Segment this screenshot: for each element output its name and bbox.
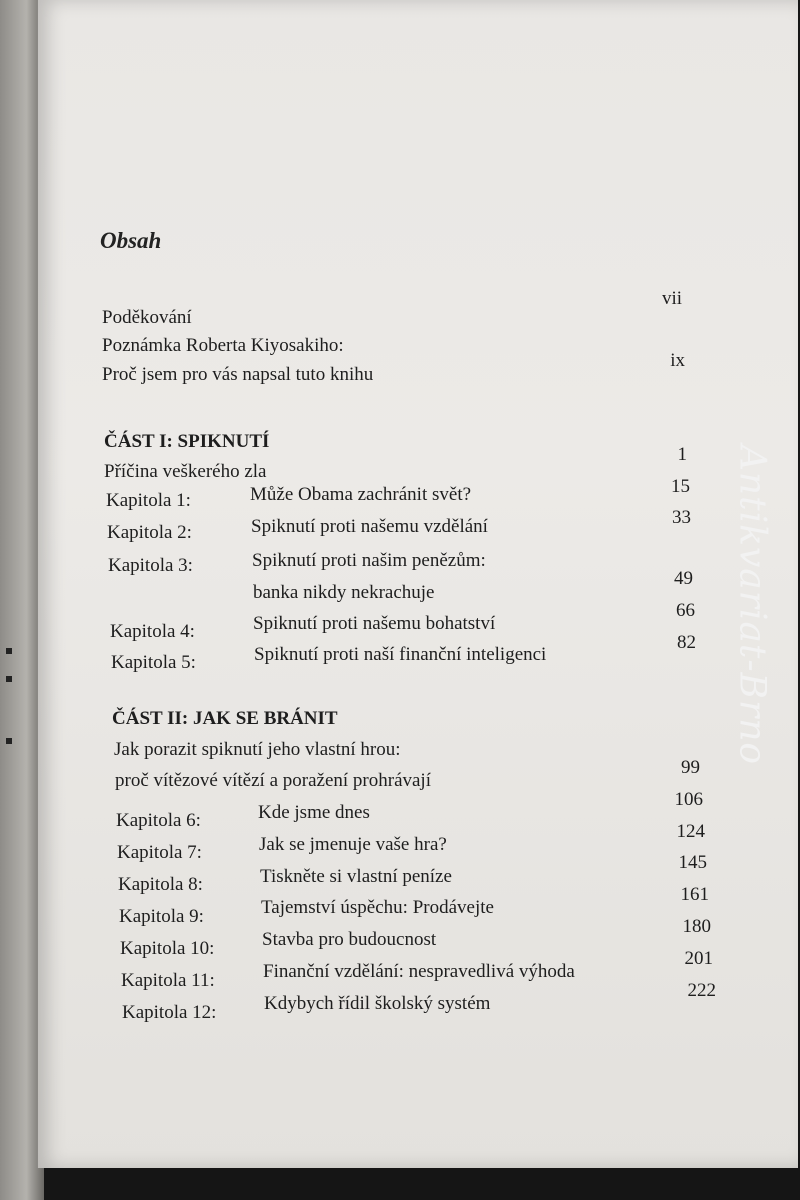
chapter-title: Spiknutí proti našemu bohatství bbox=[253, 613, 496, 634]
chapter-page: 82 bbox=[677, 632, 696, 653]
chapter-title: Kde jsme dnes bbox=[258, 802, 370, 823]
toc-entry-label: Jak porazit spiknutí jeho vlastní hrou: bbox=[114, 739, 401, 760]
chapter-number: Kapitola 10: bbox=[120, 938, 215, 959]
chapter-page: 66 bbox=[676, 600, 695, 621]
chapter-title: Spiknutí proti naší finanční inteligenci bbox=[254, 644, 547, 665]
toc-entry-label: Poděkování bbox=[102, 307, 192, 328]
chapter-page: 15 bbox=[671, 476, 690, 497]
toc-entry-page: 99 bbox=[681, 757, 700, 778]
chapter-page: 201 bbox=[684, 948, 713, 969]
chapter-title: Tajemství úspěchu: Prodávejte bbox=[261, 897, 494, 918]
toc-entry-label: Příčina veškerého zla bbox=[104, 461, 267, 482]
chapter-number: Kapitola 7: bbox=[117, 842, 202, 863]
chapter-title: Tiskněte si vlastní peníze bbox=[260, 866, 452, 887]
chapter-page: 49 bbox=[674, 568, 693, 589]
chapter-page: 106 bbox=[674, 789, 703, 810]
chapter-page: 161 bbox=[680, 884, 709, 905]
chapter-title: Spiknutí proti našemu vzdělání bbox=[251, 516, 488, 537]
chapter-number: Kapitola 1: bbox=[106, 490, 191, 511]
chapter-title: Jak se jmenuje vaše hra? bbox=[259, 834, 447, 855]
watermark bbox=[722, 444, 782, 766]
toc-entry-page: vii bbox=[661, 288, 682, 309]
chapter-title: Finanční vzdělání: nespravedlivá výhoda bbox=[263, 961, 575, 982]
chapter-page: 222 bbox=[687, 980, 716, 1001]
chapter-number: Kapitola 2: bbox=[107, 522, 192, 543]
binding-mark bbox=[6, 738, 12, 744]
chapter-number: Kapitola 5: bbox=[111, 652, 196, 673]
chapter-page: 33 bbox=[672, 507, 691, 528]
toc-entry-label: proč vítězové vítězí a poražení prohrávají bbox=[115, 770, 431, 791]
chapter-number: Kapitola 3: bbox=[108, 555, 193, 576]
chapter-title-cont: banka nikdy nekrachuje bbox=[253, 582, 435, 603]
part-heading: ČÁST II: JAK SE BRÁNIT bbox=[112, 708, 338, 729]
toc-entry-page: ix bbox=[670, 350, 685, 371]
chapter-number: Kapitola 6: bbox=[116, 810, 201, 831]
part-heading: ČÁST I: SPIKNUTÍ bbox=[104, 431, 270, 452]
chapter-page: 124 bbox=[676, 821, 705, 842]
chapter-title: Může Obama zachránit svět? bbox=[250, 484, 472, 505]
binding-mark bbox=[6, 676, 12, 682]
chapter-title: Stavba pro budoucnost bbox=[262, 929, 437, 950]
page-title: Obsah bbox=[100, 228, 162, 253]
watermark-text: Antikvariat-Brno bbox=[731, 444, 773, 766]
chapter-title: Spiknutí proti našim penězům: bbox=[252, 550, 486, 571]
chapter-number: Kapitola 9: bbox=[119, 906, 204, 927]
toc-entry-label: Proč jsem pro vás napsal tuto knihu bbox=[102, 364, 374, 385]
chapter-page: 145 bbox=[678, 852, 707, 873]
toc-entry-page: 1 bbox=[677, 444, 687, 465]
chapter-number: Kapitola 12: bbox=[122, 1002, 217, 1023]
toc-entry-label: Poznámka Roberta Kiyosakiho: bbox=[102, 335, 344, 356]
chapter-number: Kapitola 11: bbox=[121, 970, 215, 991]
chapter-number: Kapitola 8: bbox=[118, 874, 203, 895]
chapter-number: Kapitola 4: bbox=[110, 621, 195, 642]
binding-mark bbox=[6, 648, 12, 654]
chapter-title: Kdybych řídil školský systém bbox=[264, 993, 491, 1014]
chapter-page: 180 bbox=[682, 916, 711, 937]
